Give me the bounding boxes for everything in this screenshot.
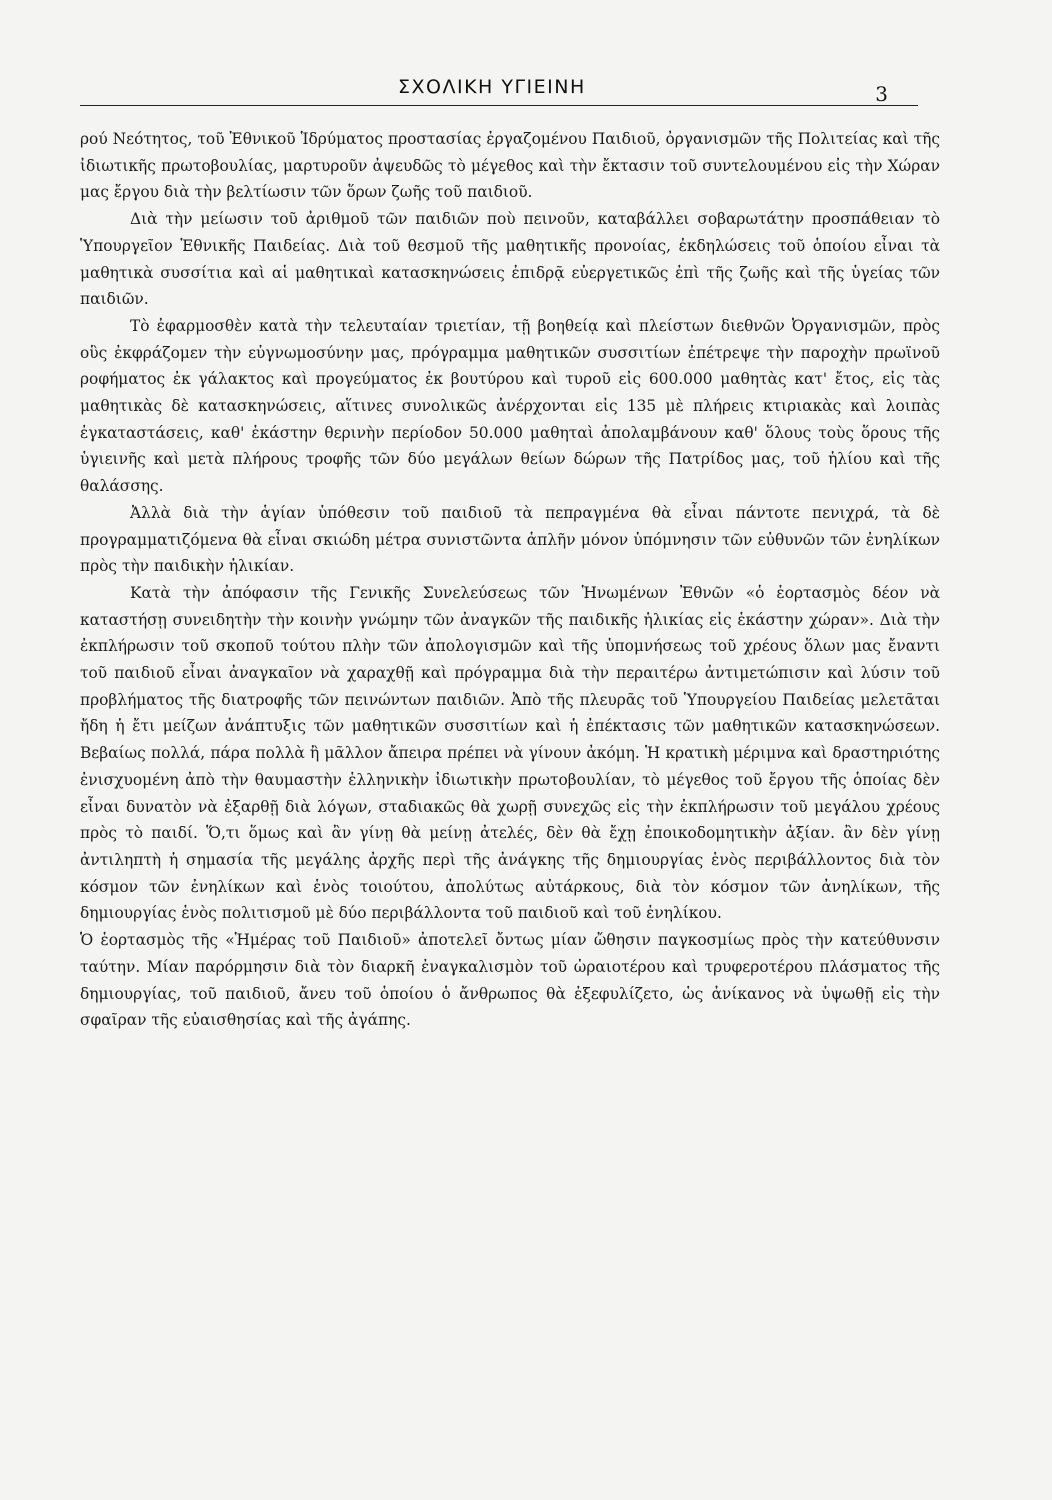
running-title: ΣΧΟΛΙΚΗ ΥΓΙΕΙΝΗ bbox=[398, 76, 586, 98]
page-number: 3 bbox=[875, 82, 888, 106]
body-text bbox=[80, 126, 940, 1034]
paragraph: Τὸ ἐφαρμοσθὲν κατὰ τὴν τελευταίαν τριετίαν, τῇ βοηθείᾳ καὶ πλείστων διεθνῶν Ὀργανισμῶν, πρὸς οὓς ἐκφράζομεν τὴν εὐγνωμοσύνην μας, πρόγραμμα μαθητικῶν συσσιτίων ἐπέτρεψε τὴν παροχὴν πρωϊνοῦ ροφήματος ἐκ γάλακτος καὶ προγεύματος ἐκ βουτύρου καὶ τυροῦ εἰς 600.000 μαθητὰς κατ' ἔτος, εἰς τὰς μαθητικὰς δὲ κατασκηνώσεις, αἵτινες συνολικῶς ἀνέρχονται εἰς 135 μὲ πλήρεις κτιριακὰς καὶ λοιπὰς ἐγκαταστάσεις, καθ' ἑκάστην θερινὴν περίοδον 50.000 μαθηταὶ ἀπολαμβάνουν καθ' ὅλους τοὺς ὅρους τῆς ὑγιεινῆς καὶ μετὰ πλήρους τροφῆς τῶν δύο μεγάλων θείων δώρων τῆς Πατρίδος μας, τοῦ ἡλίου καὶ τῆς θαλάσσης. bbox=[80, 316, 940, 496]
paragraph: Ἀλλὰ διὰ τὴν ἁγίαν ὑπόθεσιν τοῦ παιδιοῦ τὰ πεπραγμένα θὰ εἶναι πάντοτε πενιχρά, τὰ δὲ προγραμματιζόμενα θὰ εἶναι σκιώδη μέτρα συνιστῶντα ἁπλῆν μόνον ὑπόμνησιν τῶν εὐθυνῶν τῶν ἐνηλίκων πρὸς τὴν παιδικὴν ἡλικίαν. bbox=[80, 503, 940, 576]
paragraph: Ὁ ἑορτασμὸς τῆς «Ἡμέρας τοῦ Παιδιοῦ» ἀποτελεῖ ὄντως μίαν ὤθησιν παγκοσμίως πρὸς τὴν κατεύθυνσιν ταύτην. Μίαν παρόρμησιν διὰ τὸν διαρκῆ ἐναγκαλισμὸν τοῦ ὡραιοτέρου καὶ τρυφεροτέρου πλάσματος τῆς δημιουργίας, τοῦ παιδιοῦ, ἄνευ τοῦ ὁποίου ὁ ἄνθρωπος θὰ ἐξεφυλίζετο, ὡς ἀνίκανος νὰ ὑψωθῇ εἰς τὴν σφαῖραν τῆς εὐαισθησίας καὶ τῆς ἀγάπης. bbox=[80, 931, 940, 1030]
header-rule bbox=[80, 105, 918, 106]
running-head bbox=[80, 68, 918, 106]
paragraph: Κατὰ τὴν ἀπόφασιν τῆς Γενικῆς Συνελεύσεως τῶν Ἡνωμένων Ἐθνῶν «ὁ ἑορτασμὸς δέον νὰ καταστήσῃ συνειδητὴν τὴν κοινὴν γνώμην τῶν ἀναγκῶν τῆς παιδικῆς ἡλικίας εἰς ἑκάστην χώραν». Διὰ τὴν ἐκπλήρωσιν τοῦ σκοποῦ τούτου πλὴν τῶν ἀπολογισμῶν καὶ τῆς ὑπομνήσεως τοῦ χρέους ὅλων μας ἔναντι τοῦ παιδιοῦ εἶναι ἀναγκαῖον νὰ χαραχθῇ καὶ πρόγραμμα διὰ τὴν περαιτέρω ἀντιμετώπισιν καὶ λύσιν τοῦ προβλήματος τῆς διατροφῆς τῶν πεινώντων παιδιῶν. Ἀπὸ τῆς πλευρᾶς τοῦ Ὑπουργείου Παιδείας μελετᾶται ἤδη ἡ ἔτι μείζων ἀνάπτυξις τῶν μαθητικῶν συσσιτίων καὶ ἡ ἐπέκτασις τῶν μαθητικῶν κατασκηνώσεων. Βεβαίως πολλά, πάρα πολλὰ ἢ μᾶλλον ἄπειρα πρέπει νὰ γίνουν ἀκόμη. Ἡ κρατικὴ μέριμνα καὶ δραστηριότης ἐνισχυομένη ἀπὸ τὴν θαυμαστὴν ἑλληνικὴν ἰδιωτικὴν πρωτοβουλίαν, τὸ μέγεθος τοῦ ἔργου τῆς ὁποίας δὲν εἶναι δυνατὸν νὰ ἐξαρθῇ διὰ λόγων, σταδιακῶς θὰ χωρῇ συνεχῶς εἰς τὴν ἐκπλήρωσιν τοῦ μεγάλου χρέους πρὸς τὸ παιδί. Ὅ,τι ὅμως καὶ ἂν γίνῃ θὰ μείνῃ ἀτελές, δὲν θὰ ἔχῃ ἐποικοδομητικὴν ἀξίαν. ἂν δὲν γίνῃ ἀντιληπτὴ ἡ σημασία τῆς μεγάλης ἀρχῆς περὶ τῆς ἀνάγκης τῆς δημιουργίας ἑνὸς περιβάλλοντος διὰ τὸν κόσμον τῶν ἐνηλίκων καὶ ἑνὸς τοιούτου, ἀπολύτως αὐτάρκους, διὰ τὸν κόσμον τῶν ἀνηλίκων, τῆς δημιουργίας ἑνὸς πολιτισμοῦ μὲ δύο περιβάλλοντα τοῦ παιδιοῦ καὶ τοῦ ἐνηλίκου. bbox=[80, 583, 940, 923]
paragraph-continuation: ρού Νεότητος, τοῦ Ἐθνικοῦ Ἱδρύματος προστασίας ἐργαζομένου Παιδιοῦ, ὀργανισμῶν τῆς Πολιτείας καὶ τῆς ἰδιωτικῆς πρωτοβουλίας, μαρτυροῦν ἀψευδῶς τὸ μέγεθος καὶ τὴν ἔκτασιν τοῦ συντελουμένου εἰς τὴν Χώραν μας ἔργου διὰ τὴν βελτίωσιν τῶν ὅρων ζωῆς τοῦ παιδιοῦ. bbox=[80, 130, 940, 202]
paragraph: Διὰ τὴν μείωσιν τοῦ ἀριθμοῦ τῶν παιδιῶν ποὺ πεινοῦν, καταβάλλει σοβαρωτάτην προσπάθειαν τὸ Ὑπουργεῖον Ἐθνικῆς Παιδείας. Διὰ τοῦ θεσμοῦ τῆς μαθητικῆς προνοίας, ἐκδηλώσεις τοῦ ὁποίου εἶναι τὰ μαθητικὰ συσσίτια καὶ αἱ μαθητικαὶ κατασκηνώσεις ἐπιδρᾷ εὐεργετικῶς ἐπὶ τῆς ζωῆς καὶ τῆς ὑγείας τῶν παιδιῶν. bbox=[80, 210, 940, 309]
